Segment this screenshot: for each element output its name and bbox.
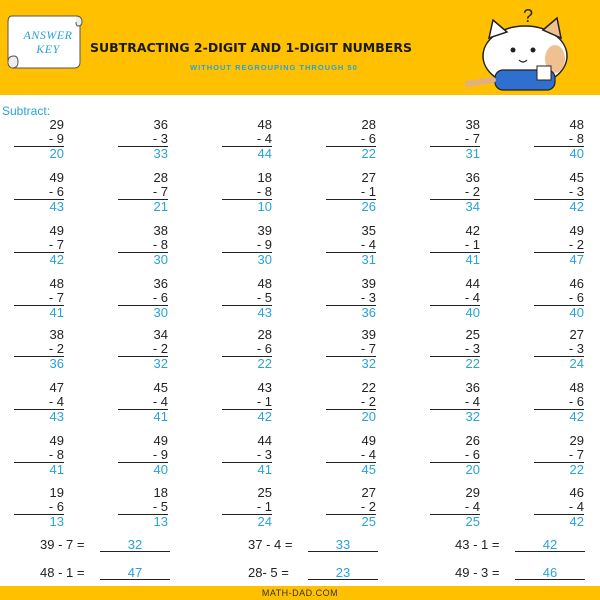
minuend: 25 (257, 485, 272, 500)
subtraction-problem (222, 486, 272, 529)
subtrahend: - 3 (326, 291, 376, 306)
minuend: 35 (361, 223, 376, 238)
minuend: 18 (257, 170, 272, 185)
subtrahend: - 6 (326, 132, 376, 147)
subtrahend: - 4 (14, 395, 64, 410)
subtrahend: - 4 (430, 500, 480, 515)
answer: 23 (335, 565, 351, 580)
subtraction-problem (430, 328, 480, 371)
subtraction-problem (326, 277, 376, 320)
answer-key-line-2: KEY (36, 42, 60, 56)
subtrahend: - 1 (430, 238, 480, 253)
answer: 30 (153, 252, 168, 267)
subtrahend: - 2 (534, 238, 584, 253)
answer: 42 (542, 537, 558, 552)
subtraction-problem (430, 277, 480, 320)
minuend: 44 (257, 433, 272, 448)
minuend: 48 (257, 117, 272, 132)
subtrahend: - 6 (534, 291, 584, 306)
subtraction-problem (222, 381, 272, 424)
subtraction-problem (14, 434, 64, 477)
subtrahend: - 7 (118, 185, 168, 200)
footer-site-label: MATH-DAD.COM (0, 586, 600, 600)
minuend: 36 (153, 276, 168, 291)
subtrahend: - 3 (222, 448, 272, 463)
subtraction-problem (14, 381, 64, 424)
subtrahend: - 8 (222, 185, 272, 200)
subtrahend: - 4 (430, 395, 480, 410)
cat-mascot-icon (465, 4, 580, 92)
minuend: 38 (153, 223, 168, 238)
minuend: 36 (465, 170, 480, 185)
minuend: 48 (257, 276, 272, 291)
subtrahend: - 3 (118, 132, 168, 147)
answer: 44 (257, 146, 272, 161)
minuend: 39 (257, 223, 272, 238)
subtrahend: - 7 (14, 291, 64, 306)
subtraction-problem (14, 486, 64, 529)
subtrahend: - 9 (14, 132, 64, 147)
answer: 24 (257, 514, 272, 529)
equation: 28- 5 = (248, 565, 289, 580)
page-title: SUBTRACTING 2-DIGIT AND 1-DIGIT NUMBERS (90, 40, 412, 55)
minuend: 29 (465, 485, 480, 500)
subtraction-problem (430, 171, 480, 214)
subtrahend: - 9 (118, 448, 168, 463)
answer: 42 (257, 409, 272, 424)
subtraction-problem (14, 277, 64, 320)
answer: 43 (49, 409, 64, 424)
horizontal-problem (40, 565, 180, 583)
answer: 40 (153, 462, 168, 477)
answer: 32 (153, 356, 168, 371)
subtraction-problem (326, 171, 376, 214)
subtraction-problem (118, 171, 168, 214)
minuend: 27 (361, 170, 376, 185)
subtrahend: - 1 (222, 500, 272, 515)
subtraction-problem (118, 434, 168, 477)
subtrahend: - 5 (222, 291, 272, 306)
minuend: 48 (569, 380, 584, 395)
answer: 41 (465, 252, 480, 267)
instruction-label: Subtract: (2, 104, 51, 118)
answer: 20 (465, 462, 480, 477)
minuend: 28 (361, 117, 376, 132)
answer: 43 (257, 305, 272, 320)
answer: 20 (361, 409, 376, 424)
subtraction-problem (222, 224, 272, 267)
equation: 39 - 7 = (40, 537, 85, 552)
subtraction-problem (118, 277, 168, 320)
minuend: 27 (569, 327, 584, 342)
answer: 22 (257, 356, 272, 371)
minuend: 36 (465, 380, 480, 395)
page-subtitle: WITHOUT REGROUPING THROUGH 50 (190, 63, 358, 72)
answer: 13 (153, 514, 168, 529)
answer: 24 (569, 356, 584, 371)
horizontal-problem (248, 565, 388, 583)
subtrahend: - 6 (118, 291, 168, 306)
answer: 46 (542, 565, 558, 580)
subtrahend: - 1 (326, 185, 376, 200)
answer: 33 (153, 146, 168, 161)
subtraction-problem (430, 486, 480, 529)
subtraction-problem (534, 381, 584, 424)
answer: 30 (257, 252, 272, 267)
answer-key-badge (6, 12, 84, 72)
answer: 42 (569, 199, 584, 214)
answer: 25 (465, 514, 480, 529)
minuend: 49 (153, 433, 168, 448)
minuend: 34 (153, 327, 168, 342)
subtrahend: - 4 (430, 291, 480, 306)
answer: 47 (569, 252, 584, 267)
subtrahend: - 6 (14, 500, 64, 515)
minuend: 49 (49, 223, 64, 238)
minuend: 48 (49, 276, 64, 291)
minuend: 49 (49, 170, 64, 185)
answer: 36 (361, 305, 376, 320)
minuend: 25 (465, 327, 480, 342)
minuend: 19 (49, 485, 64, 500)
subtraction-problem (534, 434, 584, 477)
subtraction-problem (534, 224, 584, 267)
answer: 13 (49, 514, 64, 529)
minuend: 46 (569, 276, 584, 291)
subtraction-problem (326, 434, 376, 477)
answer: 20 (49, 146, 64, 161)
equation: 49 - 3 = (455, 565, 500, 580)
equation: 37 - 4 = (248, 537, 293, 552)
subtraction-problem (222, 118, 272, 161)
answer: 41 (49, 462, 64, 477)
answer: 31 (361, 252, 376, 267)
answer: 36 (49, 356, 64, 371)
subtraction-problem (222, 171, 272, 214)
horizontal-problem (455, 537, 595, 555)
subtrahend: - 8 (14, 448, 64, 463)
subtraction-problem (534, 118, 584, 161)
minuend: 26 (465, 433, 480, 448)
answer: 43 (49, 199, 64, 214)
minuend: 18 (153, 485, 168, 500)
subtrahend: - 3 (534, 185, 584, 200)
minuend: 49 (361, 433, 376, 448)
answer-key-line-1: ANSWER (23, 28, 73, 42)
answer: 41 (49, 305, 64, 320)
subtrahend: - 8 (534, 132, 584, 147)
subtraction-problem (534, 486, 584, 529)
subtrahend: - 7 (326, 342, 376, 357)
answer: 42 (569, 514, 584, 529)
subtraction-problem (118, 328, 168, 371)
subtrahend: - 4 (326, 448, 376, 463)
subtraction-problem (534, 328, 584, 371)
subtraction-problem (534, 171, 584, 214)
minuend: 49 (49, 433, 64, 448)
subtrahend: - 8 (118, 238, 168, 253)
equation: 48 - 1 = (40, 565, 85, 580)
subtrahend: - 4 (534, 500, 584, 515)
answer: 22 (361, 146, 376, 161)
subtraction-problem (14, 118, 64, 161)
minuend: 22 (361, 380, 376, 395)
minuend: 49 (569, 223, 584, 238)
answer: 41 (257, 462, 272, 477)
subtrahend: - 2 (326, 500, 376, 515)
answer: 47 (127, 565, 143, 580)
subtraction-problem (326, 118, 376, 161)
answer: 42 (49, 252, 64, 267)
minuend: 43 (257, 380, 272, 395)
answer-key-label (16, 28, 80, 56)
subtrahend: - 7 (430, 132, 480, 147)
subtrahend: - 2 (14, 342, 64, 357)
minuend: 42 (465, 223, 480, 238)
subtrahend: - 6 (430, 448, 480, 463)
subtrahend: - 7 (14, 238, 64, 253)
minuend: 29 (49, 117, 64, 132)
subtrahend: - 6 (222, 342, 272, 357)
subtrahend: - 4 (326, 238, 376, 253)
subtraction-problem (14, 328, 64, 371)
answer: 33 (335, 537, 351, 552)
subtrahend: - 9 (222, 238, 272, 253)
answer: 40 (569, 305, 584, 320)
minuend: 45 (569, 170, 584, 185)
answer: 22 (465, 356, 480, 371)
subtrahend: - 6 (14, 185, 64, 200)
horizontal-problem (248, 537, 388, 555)
answer: 45 (361, 462, 376, 477)
answer: 22 (569, 462, 584, 477)
answer: 25 (361, 514, 376, 529)
minuend: 39 (361, 276, 376, 291)
subtraction-problem (14, 171, 64, 214)
minuend: 29 (569, 433, 584, 448)
minuend: 28 (153, 170, 168, 185)
answer: 32 (361, 356, 376, 371)
subtraction-problem (326, 224, 376, 267)
answer: 41 (153, 409, 168, 424)
answer: 34 (465, 199, 480, 214)
subtraction-problem (222, 277, 272, 320)
subtraction-problem (326, 381, 376, 424)
minuend: 46 (569, 485, 584, 500)
minuend: 47 (49, 380, 64, 395)
answer: 40 (465, 305, 480, 320)
subtrahend: - 2 (326, 395, 376, 410)
subtraction-problem (430, 224, 480, 267)
subtrahend: - 7 (534, 448, 584, 463)
subtrahend: - 2 (430, 185, 480, 200)
minuend: 27 (361, 485, 376, 500)
subtraction-problem (430, 434, 480, 477)
subtrahend: - 3 (534, 342, 584, 357)
minuend: 44 (465, 276, 480, 291)
subtraction-problem (326, 328, 376, 371)
subtrahend: - 4 (222, 132, 272, 147)
subtraction-problem (430, 381, 480, 424)
subtraction-problem (222, 434, 272, 477)
subtrahend: - 2 (118, 342, 168, 357)
minuend: 28 (257, 327, 272, 342)
subtrahend: - 1 (222, 395, 272, 410)
answer: 26 (361, 199, 376, 214)
answer: 42 (569, 409, 584, 424)
answer: 21 (153, 199, 168, 214)
subtrahend: - 3 (430, 342, 480, 357)
minuend: 48 (569, 117, 584, 132)
question-mark: ? (523, 6, 534, 26)
horizontal-problem (455, 565, 595, 583)
equation: 43 - 1 = (455, 537, 500, 552)
subtrahend: - 5 (118, 500, 168, 515)
subtraction-problem (222, 328, 272, 371)
minuend: 45 (153, 380, 168, 395)
subtraction-problem (118, 486, 168, 529)
answer: 10 (257, 199, 272, 214)
subtraction-problem (118, 381, 168, 424)
subtraction-problem (430, 118, 480, 161)
horizontal-problem (40, 537, 180, 555)
subtraction-problem (326, 486, 376, 529)
answer: 32 (465, 409, 480, 424)
minuend: 39 (361, 327, 376, 342)
answer: 30 (153, 305, 168, 320)
minuend: 36 (153, 117, 168, 132)
subtraction-problem (118, 118, 168, 161)
subtraction-problem (118, 224, 168, 267)
subtrahend: - 4 (118, 395, 168, 410)
subtraction-problem (534, 277, 584, 320)
answer: 31 (465, 146, 480, 161)
answer: 40 (569, 146, 584, 161)
minuend: 38 (49, 327, 64, 342)
answer: 32 (127, 537, 143, 552)
subtrahend: - 6 (534, 395, 584, 410)
minuend: 38 (465, 117, 480, 132)
subtraction-problem (14, 224, 64, 267)
